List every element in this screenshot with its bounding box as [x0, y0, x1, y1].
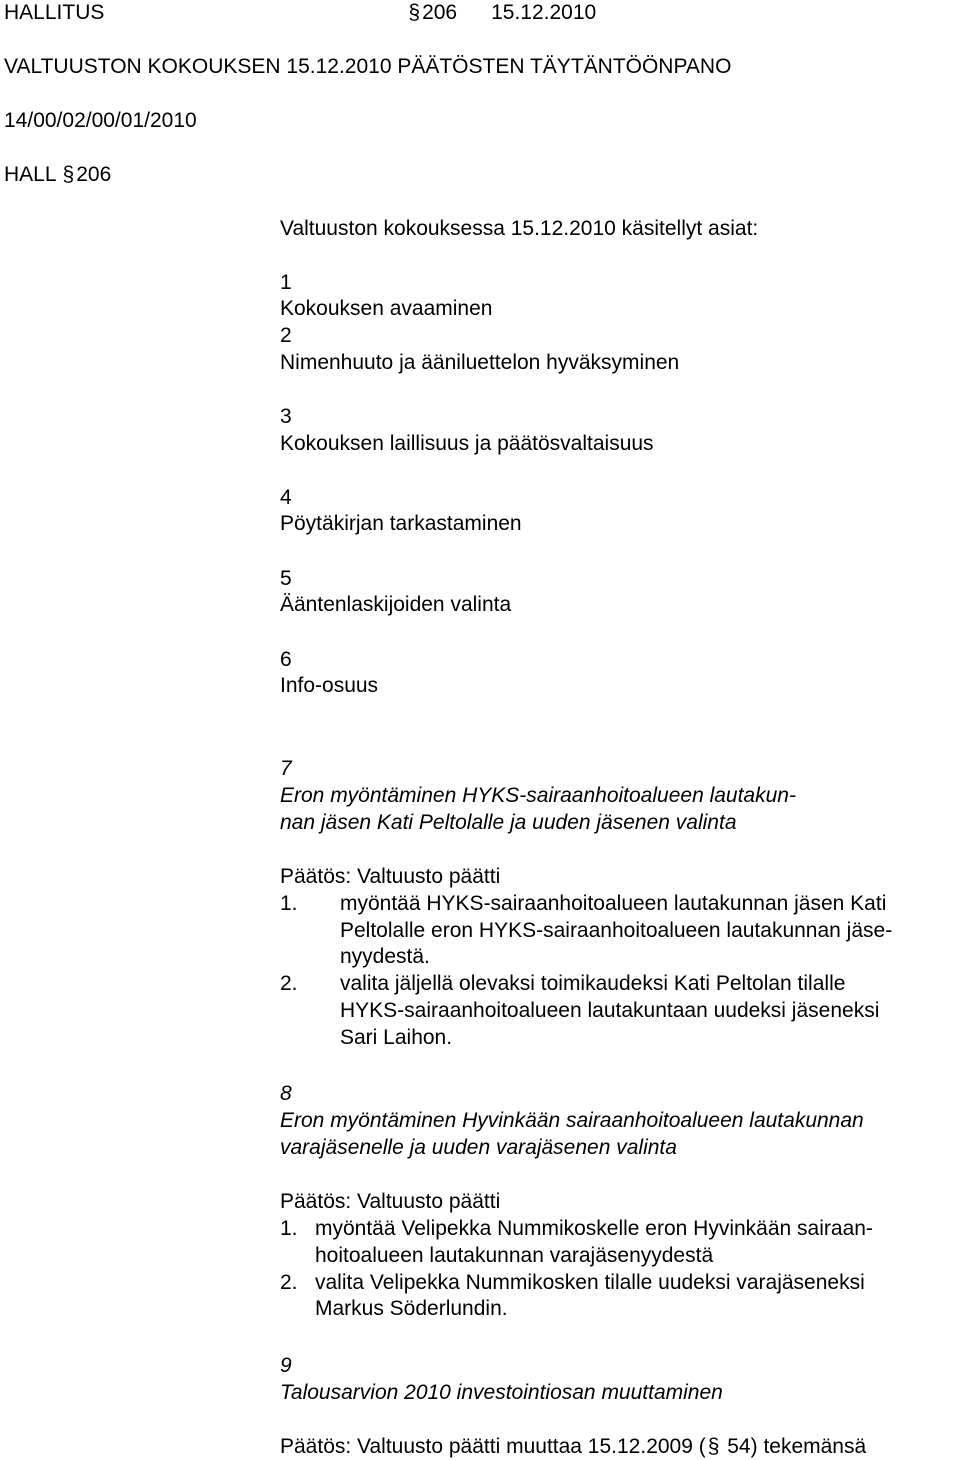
item-title: Talousarvion 2010 investointiosan muuttaminen — [280, 1381, 723, 1404]
item-title: Ääntenlaskijoiden valinta — [280, 593, 512, 616]
hall-section-sign: § — [62, 163, 75, 186]
item-number: 6 — [280, 648, 292, 671]
item-title-line: Eron myöntäminen HYKS-sairaanhoitoalueen lautakun- — [280, 784, 796, 807]
item-title-line: Eron myöntäminen Hyvinkään sairaanhoitoalueen lautakunnan — [280, 1109, 864, 1132]
hall-reference — [4, 162, 111, 188]
header-date: 15.12.2010 — [491, 1, 597, 24]
item-title: Kokouksen laillisuus ja päätösvaltaisuus — [280, 432, 654, 455]
intro-text: Valtuuston kokouksessa 15.12.2010 käsitellyt asiat: — [280, 217, 759, 240]
decision-point-line: valita jäljellä olevaksi toimikaudeksi Kati Peltolan tilalle — [340, 972, 846, 995]
decision-point-number: 2. — [280, 1271, 298, 1294]
decision-label: Päätös: Valtuusto päätti — [280, 865, 501, 888]
decision-point-line: myöntää Velipekka Nummikoskelle eron Hyvinkään sairaan- — [315, 1217, 873, 1240]
decision-point-line: valita Velipekka Nummikosken tilalle uudeksi varajäseneksi — [315, 1271, 865, 1294]
item-number: 2 — [280, 324, 292, 347]
decision-suffix: 54) tekemänsä — [721, 1435, 867, 1458]
item-title-line: nan jäsen Kati Peltolalle ja uuden jäsenen valinta — [280, 811, 737, 834]
decision-point-line: HYKS-sairaanhoitoalueen lautakuntaan uudeksi jäseneksi — [340, 999, 880, 1022]
decision-point-line: Peltolalle eron HYKS-sairaanhoitoalueen lautakunnan jäse- — [340, 919, 893, 942]
item-number: 7 — [280, 757, 292, 780]
item-title-line: varajäsenelle ja uuden varajäsenen valinta — [280, 1136, 677, 1159]
item-number: 5 — [280, 567, 292, 590]
reference-number: 14/00/02/00/01/2010 — [4, 109, 197, 132]
document-title: VALTUUSTON KOKOUKSEN 15.12.2010 PÄÄTÖSTEN TÄYTÄNTÖÖNPANO — [4, 55, 732, 78]
item-title: Nimenhuuto ja ääniluettelon hyväksyminen — [280, 351, 680, 374]
decision-label: Päätös: Valtuusto päätti — [280, 1190, 501, 1213]
org-name: HALLITUS — [4, 1, 105, 24]
decision-label — [280, 1434, 866, 1460]
decision-point-line: nyydestä. — [340, 945, 430, 968]
item-number: 8 — [280, 1082, 292, 1105]
section-sign: § — [408, 1, 421, 24]
item-number: 9 — [280, 1354, 292, 1377]
item-number: 4 — [280, 486, 292, 509]
section-sign: § — [707, 1435, 720, 1458]
item-title: Kokouksen avaaminen — [280, 297, 493, 320]
decision-point-line: hoitoalueen lautakunnan varajäsenyydestä — [315, 1244, 714, 1267]
decision-point-line: myöntää HYKS-sairaanhoitoalueen lautakunnan jäsen Kati — [340, 892, 887, 915]
item-number: 3 — [280, 405, 292, 428]
decision-point-line: Markus Söderlundin. — [315, 1297, 508, 1320]
decision-point-number: 1. — [280, 1217, 298, 1240]
section-number: 206 — [422, 1, 458, 24]
hall-prefix: HALL — [4, 163, 57, 186]
decision-prefix: Päätös: Valtuusto päätti muuttaa 15.12.2009 ( — [280, 1435, 706, 1458]
item-number: 1 — [280, 271, 292, 294]
decision-point-line: Sari Laihon. — [340, 1026, 453, 1049]
item-title: Info-osuus — [280, 674, 379, 697]
hall-number: 206 — [76, 163, 112, 186]
decision-point-number: 2. — [280, 972, 298, 995]
item-title: Pöytäkirjan tarkastaminen — [280, 512, 522, 535]
header-line — [4, 0, 596, 26]
decision-point-number: 1. — [280, 892, 298, 915]
